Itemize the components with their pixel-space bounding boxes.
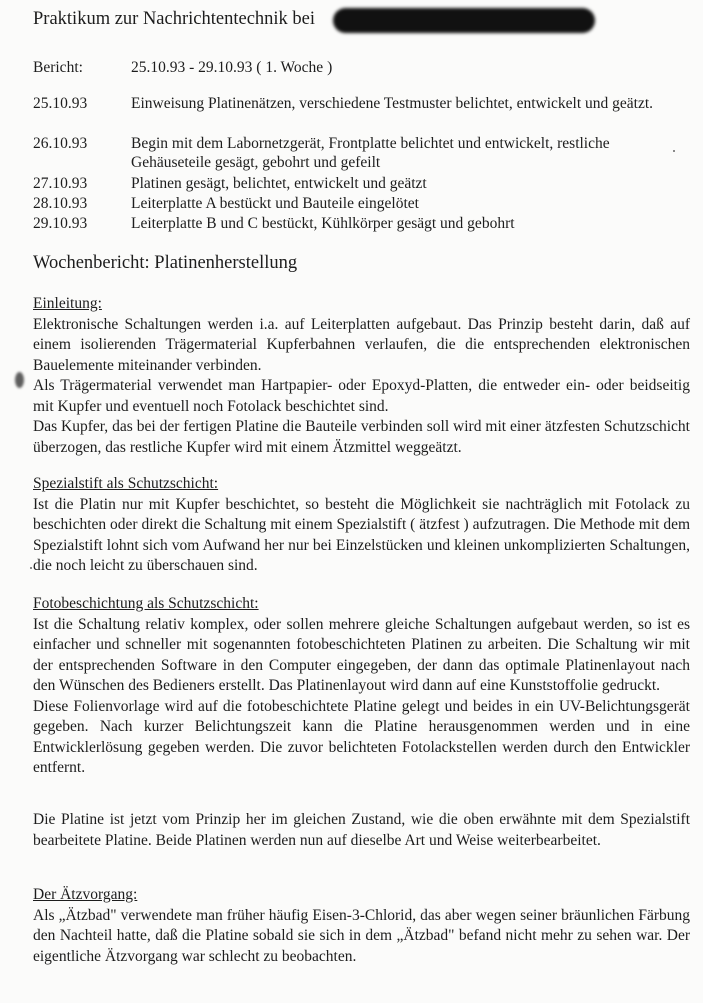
log-text: Leiterplatte A bestückt und Bauteile eingelötet [131,195,419,212]
log-date: 25.10.93 [33,95,88,112]
paragraph: Die Platine ist jetzt vom Prinzip her im gleichen Zustand, wie die oben erwähnte mit dem Spezialstift bearbeitete Platine. Beide Platinen werden nun auf dieselbe Art und Weise weiterbearbeitet. [33,811,690,849]
section-summary [33,810,690,851]
redaction-bar [333,8,595,33]
document-title: Praktikum zur Nachrichtentechnik bei [33,9,316,29]
log-text: Einweisung Platinenätzen, verschiedene Testmuster belichtet, entwickelt und geätzt. [131,95,654,112]
paragraph: Als Trägermaterial verwendet man Hartpapier- oder Epoxyd-Platten, die entweder ein- oder beidseitig mit Kupfer und eventuell noch Fotolack beschichtet sind. [33,377,690,415]
section-special-pen [33,474,690,577]
paragraph: Ist die Schaltung relativ komplex, oder sollen mehrere gleiche Schaltungen aufgebaut werden, so ist es einfacher und schneller mit sogenannten fotobeschichteten Platinen zu arbeiten. Die Schaltung wir mit der entsprechenden Software in den Computer eingegeben, der dann das optimale Platinenlayout nach den Wünschen des Bedieners erstellt. Das Platinenlayout wird dann auf eine Kunststoffolie gedruckt. [33,615,690,694]
paragraph: Ist die Platin nur mit Kupfer beschichtet, so besteht die Möglichkeit sie nachträglich mit Fotolack zu beschichten oder direkt die Schaltung mit einem Spezialstift ( ätzfest ) aufzutragen. Die Methode mit dem Spezialstift lohnt sich vom Aufwand her nur bei Einzelstücken und kleinen unkomplizierten Schaltungen, die noch leicht zu überschauen sind. [33,495,690,574]
section-heading: Fotobeschichtung als Schutzschicht: [33,595,259,612]
paragraph: Diese Folienvorlage wird auf die fotobeschichtete Platine gelegt und beides in ein UV-Belichtungsgerät gegeben. Nach kurzer Belichtungszeit kann die Platine herausgenommen werden und in eine Entwicklerlösung gegeben werden. Die zuvor belichteten Fotolackstellen werden durch den Entwickler entfernt. [33,697,690,776]
log-date: 26.10.93 [33,135,88,152]
scan-smudge [15,372,24,388]
section-photo-coating [33,594,690,779]
section-heading: Einleitung: [33,295,102,312]
report-label: Bericht: [33,59,83,76]
section-heading: Der Ätzvorgang: [33,886,138,903]
report-period: 25.10.93 - 29.10.93 ( 1. Woche ) [131,59,333,76]
log-text: Begin mit dem Labornetzgerät, Frontplatte belichtet und entwickelt, restliche Gehäuseteile gesägt, gebohrt und gefeilt [131,135,610,171]
weekly-report-title: Wochenbericht: Platinenherstellung [33,253,298,273]
log-text: Platinen gesägt, belichtet, entwickelt und geätzt [131,175,427,192]
section-etching [33,885,690,967]
log-date: 28.10.93 [33,195,88,212]
paragraph: Das Kupfer, das bei der fertigen Platine die Bauteile verbinden soll wird mit einer ätzfesten Schutzschicht überzogen, das restliche Kupfer wird mit einem Ätzmittel weggeätzt. [33,418,690,456]
section-heading: Spezialstift als Schutzschicht: [33,475,219,492]
log-date: 29.10.93 [33,215,88,232]
section-introduction [33,294,690,458]
scan-speck [30,567,32,569]
paragraph: Als „Ätzbad" verwendete man früher häufig Eisen-3-Chlorid, das aber wegen seiner bräunlichen Färbung den Nachteil hatte, daß die Platine sobald sie sich in dem „Ätzbad" befand nicht mehr zu sehen war. Der eigentliche Ätzvorgang war schlecht zu beobachten. [33,906,690,965]
scan-speck [673,150,675,152]
log-text: Leiterplatte B und C bestückt, Kühlkörper gesägt und gebohrt [131,215,515,232]
log-date: 27.10.93 [33,175,88,192]
paragraph: Elektronische Schaltungen werden i.a. auf Leiterplatten aufgebaut. Das Prinzip besteht darin, daß auf einem isolierenden Trägermaterial Kupferbahnen verlaufen, die die entsprechenden elektronischen Bauelemente miteinander verbinden. [33,315,690,374]
